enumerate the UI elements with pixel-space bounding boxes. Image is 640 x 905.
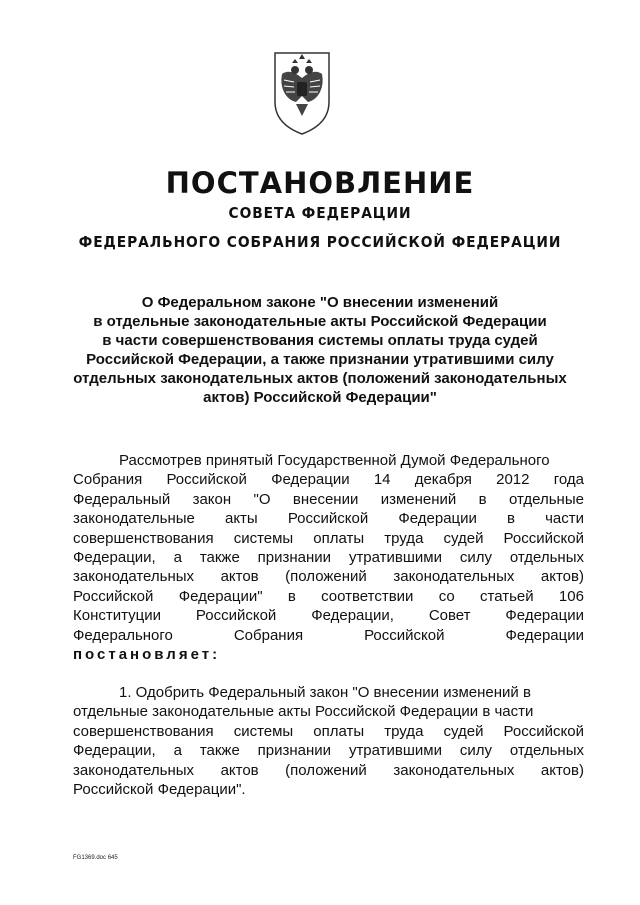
paragraph-line: законодательных актов (положений законодательных актов)	[73, 568, 584, 586]
paragraph-line: совершенствования системы оплаты труда судей Российской	[73, 529, 584, 547]
paragraph-line	[73, 645, 584, 664]
paragraph-line: Российской Федерации".	[73, 781, 246, 799]
paragraph-line: отдельные законодательные акты Российской Федерации в части	[73, 703, 534, 721]
document-footer-code: FG1369.doc 645	[73, 855, 118, 861]
paragraph-line: 1. Одобрить Федеральный закон "О внесении изменений в	[119, 684, 531, 701]
paragraph-line: Собрания Российской Федерации 14 декабря 2012 года	[73, 471, 584, 489]
about-line: в части совершенствования системы оплаты труда судей	[102, 332, 538, 349]
about-line: актов) Российской Федерации"	[203, 389, 437, 406]
paragraph-line: Федерального Собрания Российской Федерации	[73, 626, 584, 644]
law-subject-heading	[62, 293, 578, 407]
paragraph-line: Федерации, а также признании утратившими силу отдельных	[73, 742, 584, 760]
about-line: О Федеральном законе "О внесении изменений	[141, 294, 499, 311]
paragraph-line: Федерации, а также признании утратившими силу отдельных	[73, 549, 584, 567]
resolution-item-1	[73, 683, 584, 799]
paragraph-line: законодательных актов (положений законодательных актов)	[73, 761, 584, 779]
paragraph-line: законодательные акты Российской Федерации в части	[73, 510, 584, 528]
paragraph-line: Федеральный закон "О внесении изменений в отдельные	[73, 490, 584, 508]
coat-of-arms-icon	[272, 50, 332, 136]
paragraph-line: Рассмотрев принятый Государственной Думой Федерального	[119, 452, 550, 469]
about-line: отдельных законодательных актов (положений законодательных	[73, 370, 567, 387]
paragraph-line: Российской Федерации" в соответствии со статьей 106	[73, 587, 584, 605]
about-line: в отдельные законодательные акты Российской Федерации	[93, 313, 547, 330]
document-subtitle-council: СОВЕТА ФЕДЕРАЦИИ	[228, 204, 412, 222]
about-line: Российской Федерации, а также признании утратившими силу	[86, 351, 554, 368]
paragraph-line: Конституции Российской Федерации, Совет Федерации	[73, 607, 584, 625]
document-title: ПОСТАНОВЛЕНИЕ	[165, 166, 475, 200]
decree-word: постановляет:	[73, 646, 221, 664]
document-subtitle-assembly: ФЕДЕРАЛЬНОГО СОБРАНИЯ РОССИЙСКОЙ ФЕДЕРАЦИИ	[78, 233, 562, 251]
preamble-paragraph	[73, 451, 584, 664]
paragraph-line: совершенствования системы оплаты труда судей Российской	[73, 722, 584, 740]
